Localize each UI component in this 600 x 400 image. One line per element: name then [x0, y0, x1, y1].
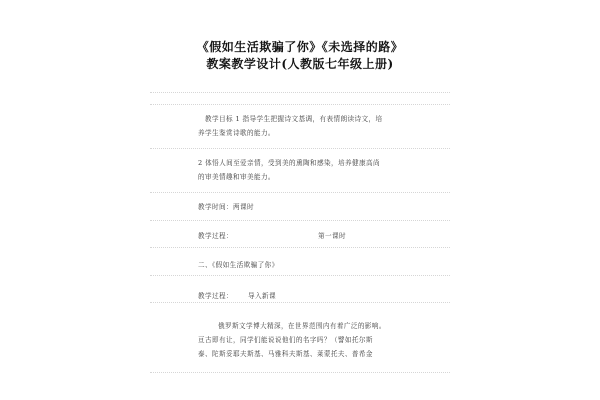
step-name: 导入新课 [248, 292, 276, 300]
divider [150, 92, 450, 93]
divider [150, 192, 450, 193]
paragraph-line-1: 俄罗斯文学博大精深，在世界范围内有着广泛的影响。 [218, 322, 386, 330]
divider [150, 104, 450, 105]
divider [150, 275, 450, 276]
period-label: 第一课时 [318, 232, 346, 240]
divider [150, 372, 450, 373]
section-heading: 二、《假如生活欺骗了你》 [198, 261, 279, 269]
divider [150, 247, 450, 248]
paragraph-line-3: 泰、陀斯妥耶夫斯基、马雅科夫斯基、莱蒙托夫、普希金 [198, 350, 373, 358]
goal-2-line-2: 的审美情趣和审美能力。 [198, 173, 275, 181]
goal-2-line-1: 2 体悟人间至爱亲情，受到美的熏陶和感染，培养健康高尚 [198, 159, 380, 167]
divider [150, 220, 450, 221]
divider [150, 302, 450, 303]
teaching-process-label: 教学过程： [198, 232, 233, 240]
step-label: 教学过程： [198, 292, 233, 300]
goal-1-line-2: 养学生鉴赏诗歌的能力。 [198, 129, 275, 137]
goal-1-line-1: 教学目标 1 指导学生把握诗文基调，有表情朗读诗文，培 [205, 115, 383, 123]
document-title: 《假如生活欺骗了你》《未选择的路》 [196, 40, 404, 54]
divider [150, 148, 450, 149]
document-subtitle: 教案教学设计(人教版七年级上册) [206, 57, 394, 71]
paragraph-line-2: 亘古即有让，同学们能说说他们的名字吗？（譬如托尔斯 [198, 336, 373, 344]
teaching-time: 教学时间：两课时 [198, 203, 254, 211]
